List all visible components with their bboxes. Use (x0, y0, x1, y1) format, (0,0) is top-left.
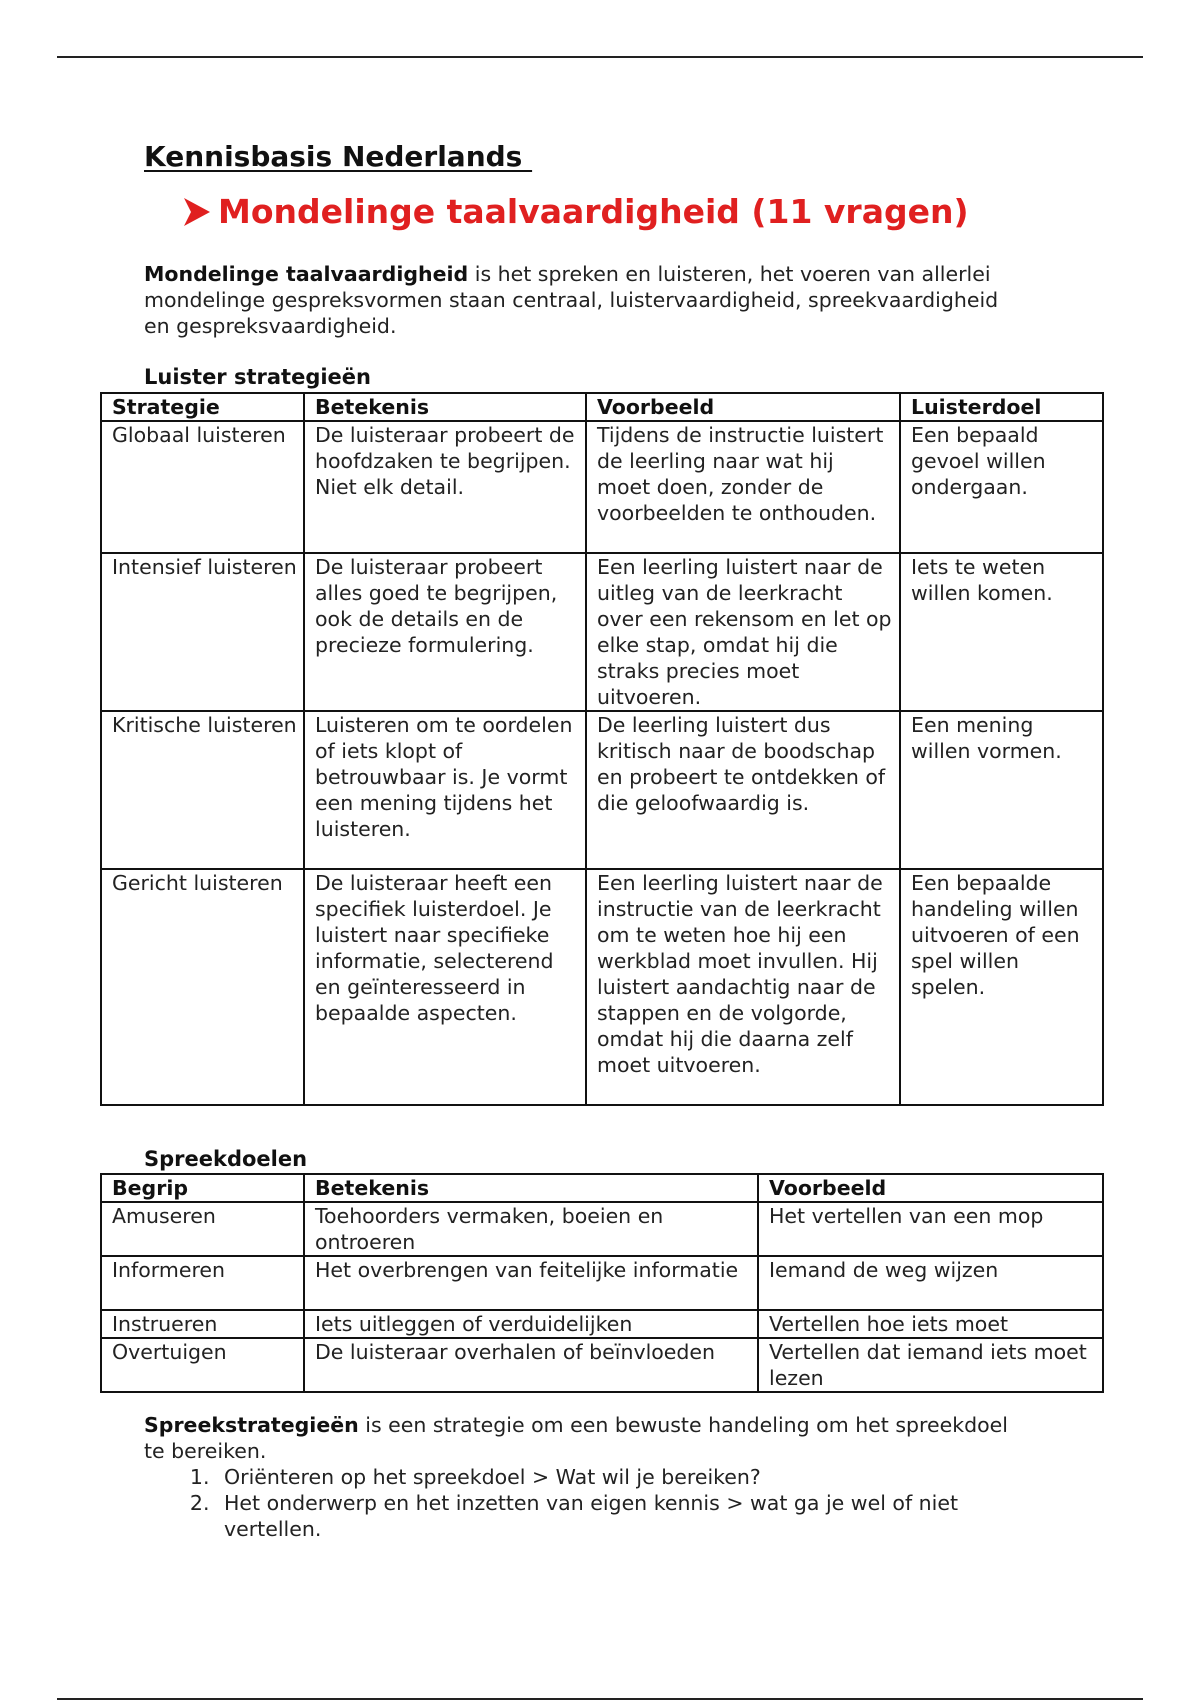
begrip-cell: Instrueren (101, 1310, 304, 1338)
listening-table-caption: Luister strategieën (144, 365, 371, 389)
list-item: 2. Het onderwerp en het inzetten van eigen kennis > wat ga je wel of niet vertellen. (216, 1490, 1024, 1542)
strategies-term: Spreekstrategieën (144, 1413, 359, 1437)
begrip-cell: Informeren (101, 1256, 304, 1310)
table-header-row (101, 1174, 1103, 1202)
luisterdoel-cell: Een bepaalde handeling willen uitvoeren of een spel willen spelen. (900, 869, 1103, 1105)
intro-term: Mondelinge taalvaardigheid (144, 262, 469, 286)
column-header: Voorbeeld (586, 393, 900, 421)
intro-paragraph (144, 261, 1024, 339)
column-header: Strategie (101, 393, 304, 421)
column-header: Luisterdoel (900, 393, 1103, 421)
voorbeeld-cell: Vertellen hoe iets moet (758, 1310, 1103, 1338)
column-header: Betekenis (304, 1174, 758, 1202)
voorbeeld-cell: Een leerling luistert naar de instructie van de leerkracht om te weten hoe hij een werkblad moet invullen. Hij luistert aandachtig naar de stappen en de volgorde, omdat hij die daarna zelf moet uitvoeren. (586, 869, 900, 1105)
begrip-cell: Overtuigen (101, 1338, 304, 1392)
strategie-cell: Kritische luisteren (101, 711, 304, 869)
voorbeeld-cell: Tijdens de instructie luistert de leerling naar wat hij moet doen, zonder de voorbeelden te onthouden. (586, 421, 900, 553)
luisterdoel-cell: Een mening willen vormen. (900, 711, 1103, 869)
listening-strategies-table (100, 392, 1104, 1106)
arrow-bullet-icon (182, 196, 212, 228)
intro-text: is het spreken en luisteren, het voeren van allerlei mondelinge gespreksvormen staan centraal, luistervaardigheid, spreekvaardigheid en gespreksvaardigheid. (144, 262, 999, 338)
table-row (101, 1338, 1103, 1392)
table-row (101, 553, 1103, 711)
voorbeeld-cell: Een leerling luistert naar de uitleg van de leerkracht over een rekensom en let op elke stap, omdat hij die straks precies moet uitvoeren. (586, 553, 900, 711)
strategie-cell: Intensief luisteren (101, 553, 304, 711)
list-item: 1. Oriënteren op het spreekdoel > Wat wil je bereiken? (216, 1464, 1024, 1490)
betekenis-cell: Luisteren om te oordelen of iets klopt of betrouwbaar is. Je vormt een mening tijdens het luisteren. (304, 711, 586, 869)
column-header: Betekenis (304, 393, 586, 421)
table-header-row (101, 393, 1103, 421)
luisterdoel-cell: Een bepaald gevoel willen ondergaan. (900, 421, 1103, 553)
voorbeeld-cell: Vertellen dat iemand iets moet lezen (758, 1338, 1103, 1392)
column-header: Voorbeeld (758, 1174, 1103, 1202)
betekenis-cell: Iets uitleggen of verduidelijken (304, 1310, 758, 1338)
table-row (101, 711, 1103, 869)
document-title: Kennisbasis Nederlands (144, 140, 533, 173)
strategies-text: is een strategie om een bewuste handeling om het spreekdoel te bereiken. (144, 1413, 1008, 1463)
table-row (101, 1256, 1103, 1310)
section-heading (182, 192, 969, 231)
speaking-goals-table (100, 1173, 1104, 1393)
table-row (101, 421, 1103, 553)
speaking-strategies-paragraph (144, 1412, 1024, 1542)
strategie-cell: Gericht luisteren (101, 869, 304, 1105)
voorbeeld-cell: Iemand de weg wijzen (758, 1256, 1103, 1310)
betekenis-cell: De luisteraar overhalen of beïnvloeden (304, 1338, 758, 1392)
betekenis-cell: Toehoorders vermaken, boeien en ontroeren (304, 1202, 758, 1256)
header-rule (57, 56, 1143, 58)
section-heading-text: Mondelinge taalvaardigheid (11 vragen) (218, 192, 969, 231)
voorbeeld-cell: De leerling luistert dus kritisch naar de boodschap en probeert te ontdekken of die geloofwaardig is. (586, 711, 900, 869)
luisterdoel-cell: Iets te weten willen komen. (900, 553, 1103, 711)
betekenis-cell: De luisteraar heeft een specifiek luisterdoel. Je luistert naar specifieke informatie, selecterend en geïnteresseerd in bepaalde aspecten. (304, 869, 586, 1105)
table-row (101, 1202, 1103, 1256)
voorbeeld-cell: Het vertellen van een mop (758, 1202, 1103, 1256)
strategie-cell: Globaal luisteren (101, 421, 304, 553)
strategies-list (144, 1464, 1024, 1542)
betekenis-cell: Het overbrengen van feitelijke informatie (304, 1256, 758, 1310)
speaking-table-caption: Spreekdoelen (144, 1147, 308, 1171)
betekenis-cell: De luisteraar probeert alles goed te begrijpen, ook de details en de precieze formulering. (304, 553, 586, 711)
table-row (101, 1310, 1103, 1338)
begrip-cell: Amuseren (101, 1202, 304, 1256)
column-header: Begrip (101, 1174, 304, 1202)
table-row (101, 869, 1103, 1105)
betekenis-cell: De luisteraar probeert de hoofdzaken te begrijpen. Niet elk detail. (304, 421, 586, 553)
